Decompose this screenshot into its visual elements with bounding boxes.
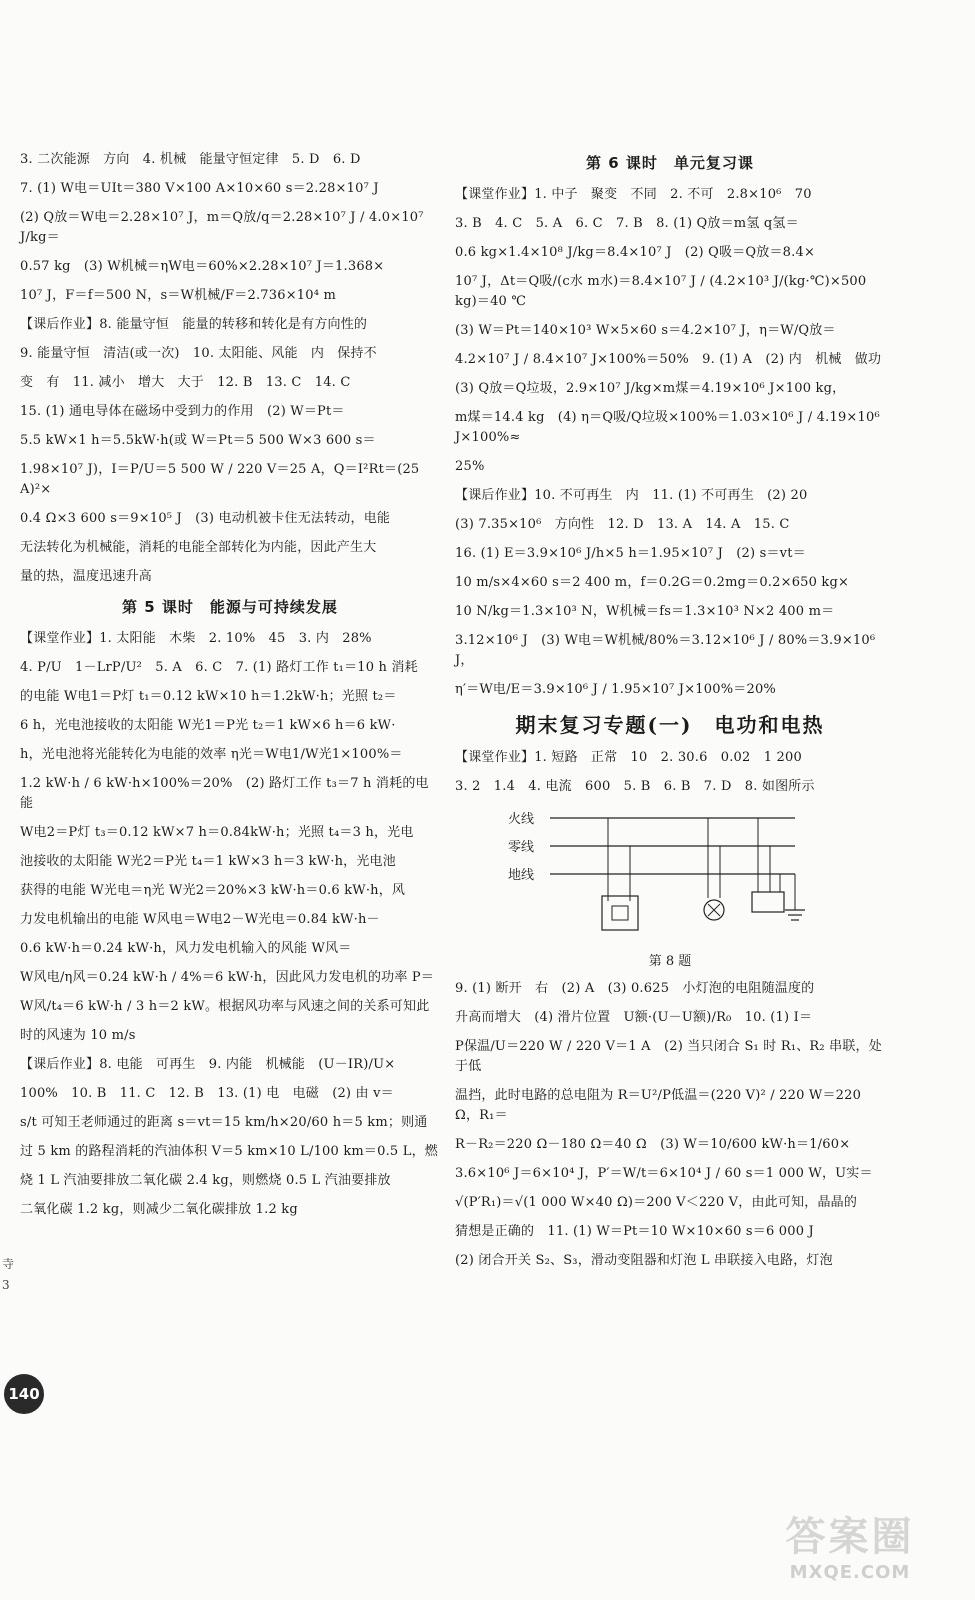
- page-number-badge: [4, 1374, 44, 1414]
- label-neutral-wire: 零线: [508, 840, 535, 855]
- answer-line: 1.2 kW·h / 6 kW·h×100%＝20% (2) 路灯工作 t₃＝7 h 消耗的电能: [20, 776, 429, 811]
- answer-line: 【课堂作业】1. 中子 聚变 不同 2. 不可 2.8×10⁶ 70: [455, 187, 812, 202]
- section-6-title: 第 6 课时 单元复习课: [586, 154, 754, 172]
- watermark: [750, 1505, 950, 1585]
- answer-line: 100% 10. B 11. C 12. B 13. (1) 电 电磁 (2) 由 v＝: [20, 1086, 394, 1101]
- figure-caption: 第 8 题: [648, 954, 692, 969]
- final-review-title: 期末复习专题(一) 电功和电热: [515, 713, 825, 737]
- answer-line: (2) 闭合开关 S₂、S₃，滑动变阻器和灯泡 L 串联接入电路，灯泡: [455, 1253, 833, 1268]
- right-block-a: [455, 185, 885, 700]
- answer-line: 3.12×10⁶ J (3) W电＝W机械/80%＝3.12×10⁶ J / 80%＝3.9×10⁶ J，: [455, 633, 880, 668]
- answer-line: 温挡，此时电路的总电阻为 R＝U²/P低温＝(220 V)² / 220 W＝220 Ω，R₁＝: [455, 1088, 866, 1123]
- answer-line: 4.2×10⁷ J / 8.4×10⁷ J×100%＝50% 9. (1) A (2) 内 机械 做功: [455, 352, 882, 367]
- label-fire-wire: 火线: [508, 812, 535, 827]
- edge-char-2: 3: [2, 1278, 10, 1292]
- answer-line: η′＝W电/E＝3.9×10⁶ J / 1.95×10⁷ J×100%＝20%: [455, 682, 776, 697]
- answer-line: 5.5 kW×1 h＝5.5kW·h(或 W＝Pt＝5 500 W×3 600 s＝: [20, 433, 376, 448]
- answer-line: 3.6×10⁶ J＝6×10⁴ J，P′＝W/t＝6×10⁴ J / 60 s＝1 000 W，U实＝: [455, 1166, 873, 1181]
- left-block-a: [20, 150, 440, 587]
- answer-line: 【课后作业】10. 不可再生 内 11. (1) 不可再生 (2) 20: [455, 488, 808, 503]
- answer-line: 【课堂作业】1. 短路 正常 10 2. 30.6 0.02 1 200: [455, 750, 802, 765]
- answer-line: 量的热，温度迅速升高: [20, 569, 153, 584]
- answer-line: 【课后作业】8. 能量守恒 能量的转移和转化是有方向性的: [20, 317, 368, 332]
- answer-line: 3. 2 1.4 4. 电流 600 5. B 6. B 7. D 8. 如图所示: [455, 779, 815, 794]
- answer-line: W风/t₄＝6 kW·h / 3 h＝2 kW。根据风功率与风速之间的关系可知此: [20, 999, 430, 1014]
- answer-line: s/t 可知王老师通过的距离 s＝vt＝15 km/h×20/60 h＝5 km；则通: [20, 1115, 428, 1130]
- answer-line: W电2＝P灯 t₃＝0.12 kW×7 h＝0.84kW·h；光照 t₄＝3 h，光电: [20, 825, 414, 840]
- answer-line: (3) 7.35×10⁶ 方向性 12. D 13. A 14. A 15. C: [455, 517, 790, 532]
- answer-line: 池接收的太阳能 W光2＝P光 t₄＝1 kW×3 h＝3 kW·h，光电池: [20, 854, 396, 869]
- answer-line: h，光电池将光能转化为电能的效率 η光＝W电1/W光1×100%＝: [20, 747, 403, 762]
- answer-line: 3. B 4. C 5. A 6. C 7. B 8. (1) Q放＝m氢 q氢＝: [455, 216, 799, 231]
- answer-line: 0.57 kg (3) W机械＝ηW电＝60%×2.28×10⁷ J＝1.368×: [20, 259, 385, 274]
- answer-line: 10⁷ J，F＝f＝500 N，s＝W机械/F＝2.736×10⁴ m: [20, 288, 337, 303]
- answer-line: (2) Q放＝W电＝2.28×10⁷ J，m＝Q放/q＝2.28×10⁷ J / 4.0×10⁷ J/kg＝: [20, 210, 429, 245]
- answer-line: 0.6 kg×1.4×10⁸ J/kg＝8.4×10⁷ J (2) Q吸＝Q放＝8.4×: [455, 245, 816, 260]
- answer-line: R－R₂＝220 Ω－180 Ω＝40 Ω (3) W＝10/600 kW·h＝1/60×: [455, 1137, 851, 1152]
- answer-line: P保温/U＝220 W / 220 V＝1 A (2) 当只闭合 S₁ 时 R₁、R₂ 串联，处于低: [455, 1039, 882, 1074]
- answer-line: 6 h，光电池接收的太阳能 W光1＝P光 t₂＝1 kW×6 h＝6 kW·: [20, 718, 396, 733]
- answer-line: 9. (1) 断开 右 (2) A (3) 0.625 小灯泡的电阻随温度的: [455, 981, 815, 996]
- circuit-figure: [490, 806, 850, 946]
- answer-line: 【课后作业】8. 电能 可再生 9. 内能 机械能 (U－IR)/U×: [20, 1057, 396, 1072]
- left-column: [20, 150, 440, 1229]
- answer-line: 变 有 11. 减小 增大 大于 12. B 13. C 14. C: [20, 375, 351, 390]
- answer-line: 10 m/s×4×60 s＝2 400 m，f＝0.2G＝0.2mg＝0.2×650 kg×: [455, 575, 850, 590]
- answer-line: m煤＝14.4 kg (4) η＝Q吸/Q垃圾×100%＝1.03×10⁶ J / 4.19×10⁶ J×100%≈: [455, 410, 885, 445]
- answer-line: 0.4 Ω×3 600 s＝9×10⁵ J (3) 电动机被卡住无法转动，电能: [20, 511, 391, 526]
- answer-line: 无法转化为机械能，消耗的电能全部转化为内能，因此产生大: [20, 540, 377, 555]
- answer-line: 10⁷ J，Δt＝Q吸/(c水 m水)＝8.4×10⁷ J / (4.2×10³ J/(kg·℃)×500 kg)＝40 ℃: [455, 274, 871, 309]
- right-block-c: [455, 979, 885, 1271]
- answer-line: 1.98×10⁷ J)，I＝P/U＝5 500 W / 220 V＝25 A，Q＝I²Rt＝(25 A)²×: [20, 462, 424, 497]
- answer-line: 二氧化碳 1.2 kg，则减少二氧化碳排放 1.2 kg: [20, 1202, 298, 1217]
- answer-line: 获得的电能 W光电＝η光 W光2＝20%×3 kW·h＝0.6 kW·h，风: [20, 883, 406, 898]
- answer-line: 16. (1) E＝3.9×10⁶ J/h×5 h＝1.95×10⁷ J (2) s＝vt＝: [455, 546, 806, 561]
- answer-line: 时的风速为 10 m/s: [20, 1028, 136, 1043]
- answer-line: (3) W＝Pt＝140×10³ W×5×60 s＝4.2×10⁷ J，η＝W/Q放＝: [455, 323, 836, 338]
- answer-line: 25%: [455, 459, 485, 474]
- answer-line: √(P′R₁)＝√(1 000 W×40 Ω)＝200 V＜220 V，由此可知，晶晶的: [455, 1195, 858, 1210]
- answer-line: 猜想是正确的 11. (1) W＝Pt＝10 W×10×60 s＝6 000 J: [455, 1224, 814, 1239]
- circuit-diagram: [490, 806, 850, 946]
- watermark-logo-text: 答案圈: [785, 1514, 915, 1560]
- answer-line: 的电能 W电1＝P灯 t₁＝0.12 kW×10 h＝1.2kW·h；光照 t₂＝: [20, 689, 397, 704]
- answer-line: 过 5 km 的路程消耗的汽油体积 V＝5 km×10 L/100 km＝0.5 L，燃: [20, 1144, 438, 1159]
- right-block-b: [455, 748, 885, 797]
- section-5-title: 第 5 课时 能源与可持续发展: [122, 598, 338, 616]
- answer-line: 升高而增大 (4) 滑片位置 U额·(U－U额)/R₀ 10. (1) I＝: [455, 1010, 813, 1025]
- right-column: [455, 150, 885, 1280]
- answer-line: 【课堂作业】1. 太阳能 木柴 2. 10% 45 3. 内 28%: [20, 631, 372, 646]
- watermark-url: MXQE.COM: [789, 1562, 911, 1583]
- answer-line: 9. 能量守恒 清洁(或一次) 10. 太阳能、风能 内 保持不: [20, 346, 377, 361]
- answer-line: 力发电机输出的电能 W风电＝W电2－W光电＝0.84 kW·h－: [20, 912, 380, 927]
- answer-line: 3. 二次能源 方向 4. 机械 能量守恒定律 5. D 6. D: [20, 152, 361, 167]
- answer-line: 7. (1) W电＝UIt＝380 V×100 A×10×60 s＝2.28×10⁷ J: [20, 181, 379, 196]
- answer-line: W风电/η风＝0.24 kW·h / 4%＝6 kW·h，因此风力发电机的功率 P＝: [20, 970, 435, 985]
- answer-line: 0.6 kW·h＝0.24 kW·h，风力发电机输入的风能 W风＝: [20, 941, 352, 956]
- edge-char-1: 寺: [2, 1257, 15, 1271]
- answer-line: 10 N/kg＝1.3×10³ N，W机械＝fs＝1.3×10³ N×2 400 m＝: [455, 604, 835, 619]
- label-ground-wire: 地线: [508, 868, 535, 883]
- answer-line: (3) Q放＝Q垃圾，2.9×10⁷ J/kg×m煤＝4.19×10⁶ J×100 kg，: [455, 381, 846, 396]
- page-number: 140: [8, 1385, 40, 1403]
- answer-line: 15. (1) 通电导体在磁场中受到力的作用 (2) W＝Pt＝: [20, 404, 345, 419]
- answer-line: 4. P/U 1－LrP/U² 5. A 6. C 7. (1) 路灯工作 t₁＝10 h 消耗: [20, 660, 418, 675]
- answer-line: 烧 1 L 汽油要排放二氧化碳 2.4 kg，则燃烧 0.5 L 汽油要排放: [20, 1173, 391, 1188]
- left-block-b: [20, 629, 440, 1220]
